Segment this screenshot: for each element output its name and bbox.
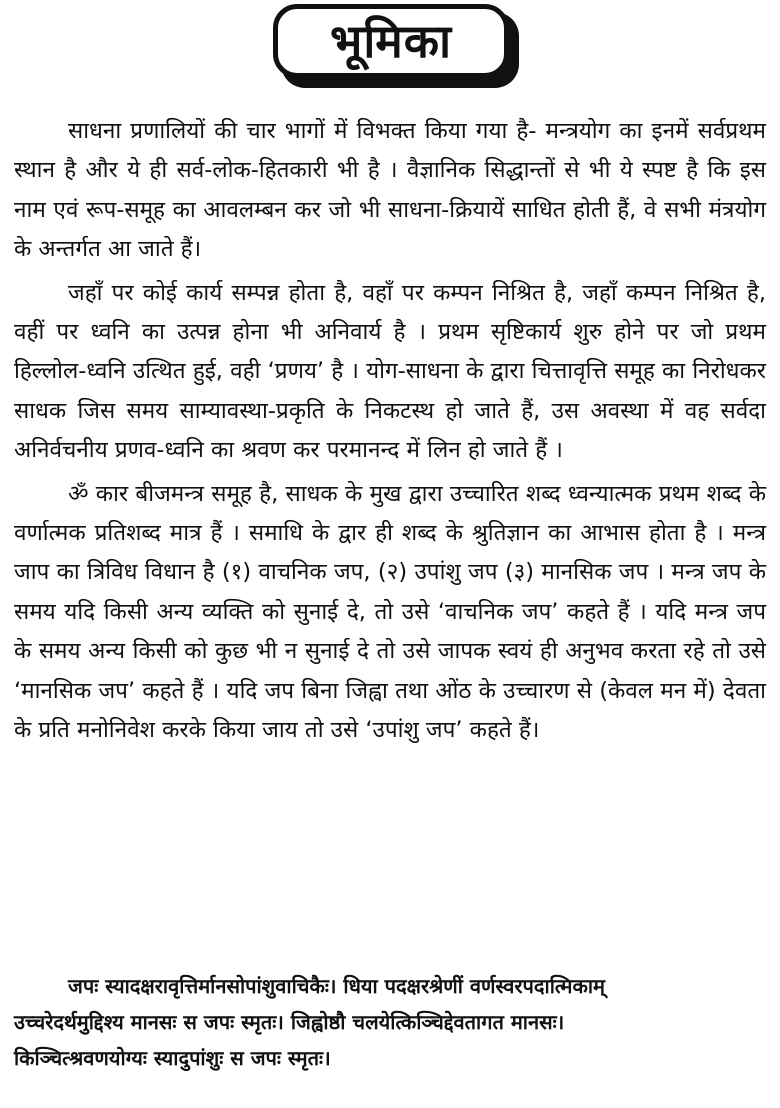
body-text [14,112,766,755]
paragraph-2: जहाँ पर कोई कार्य सम्पन्न होता है, वहाँ पर कम्पन निश्रित है, जहाँ कम्पन निश्रित है, वहीं पर ध्वनि का उत्पन्न होना भी अनिवार्य है । प्रथम सृष्टिकार्य शुरु होने पर जो प्रथम हिल्लोल-ध्वनि उत्थित हुई, वही ‘प्रणय’ है । योग-साधना के द्वारा चित्तावृत्ति समूह का निरोधकर साधक जिस समय साम्यावस्था-प्रकृति के निकटस्थ हो जाते हैं, उस अवस्था में वह सर्वदा अनिर्वचनीय प्रणव-ध्वनि का श्रवण कर परमानन्द में लिन हो जाते हैं । [14,279,766,464]
title-banner [273,4,523,92]
title-box [273,4,509,78]
paragraph-1: साधना प्रणालियों की चार भागों में विभक्त किया गया है- मन्त्रयोग का इनमें सर्वप्रथम स्थान है और ये ही सर्व-लोक-हितकारी भी है । वैज्ञानिक सिद्धान्तों से भी ये स्पष्ट है कि इस नाम एवं रूप-समूह का आवलम्बन कर जो भी साधना-क्रियायें साधित होती हैं, वे सभी मंत्रयोग के अन्तर्गत आ जाते हैं। [14,118,766,263]
verse-line-1: जपः स्यादक्षरावृत्तिर्मानसोपांशुवाचिकैः। धिया पदक्षरश्रेणीं वर्णस्वरपदात्मिकाम् [68,974,605,998]
page-title: भूमिका [329,14,452,68]
sanskrit-verse [14,968,770,1076]
paragraph-3: ॐ कार बीजमन्त्र समूह है, साधक के मुख द्वारा उच्चारित शब्द ध्वन्यात्मक प्रथम शब्द के वर्णात्मक प्रतिशब्द मात्र हैं । समाधि के द्वार ही शब्द के श्रुतिज्ञान का आभास होता है । मन्त्र जाप का त्रिविध विधान है (१) वाचनिक जप, (२) उपांशु जप (३) मानसिक जप । मन्त्र जप के समय यदि किसी अन्य व्यक्ति को सुनाई दे, तो उसे ‘वाचनिक जप’ कहते हैं । यदि मन्त्र जप के समय अन्य किसी को कुछ भी न सुनाई दे तो उसे जापक स्वयं ही अनुभव करता रहे तो उसे ‘मानसिक जप’ कहते हैं । यदि जप बिना जिह्वा तथा ओंठ के उच्चारण से (केवल मन में) देवता के प्रति मनोनिवेश करके किया जाय तो उसे ‘उपांशु जप’ कहते हैं। [14,480,766,744]
verse-line-3: किञ्चित्श्रवणयोग्यः स्यादुपांशुः स जपः स्मृतः। [14,1046,331,1070]
verse-line-2: उच्चरेदर्थमुद्दिश्य मानसः स जपः स्मृतः। जिह्वोष्ठौ चलयेत्किञ्चिद्देवतागत मानसः। [14,1010,565,1034]
